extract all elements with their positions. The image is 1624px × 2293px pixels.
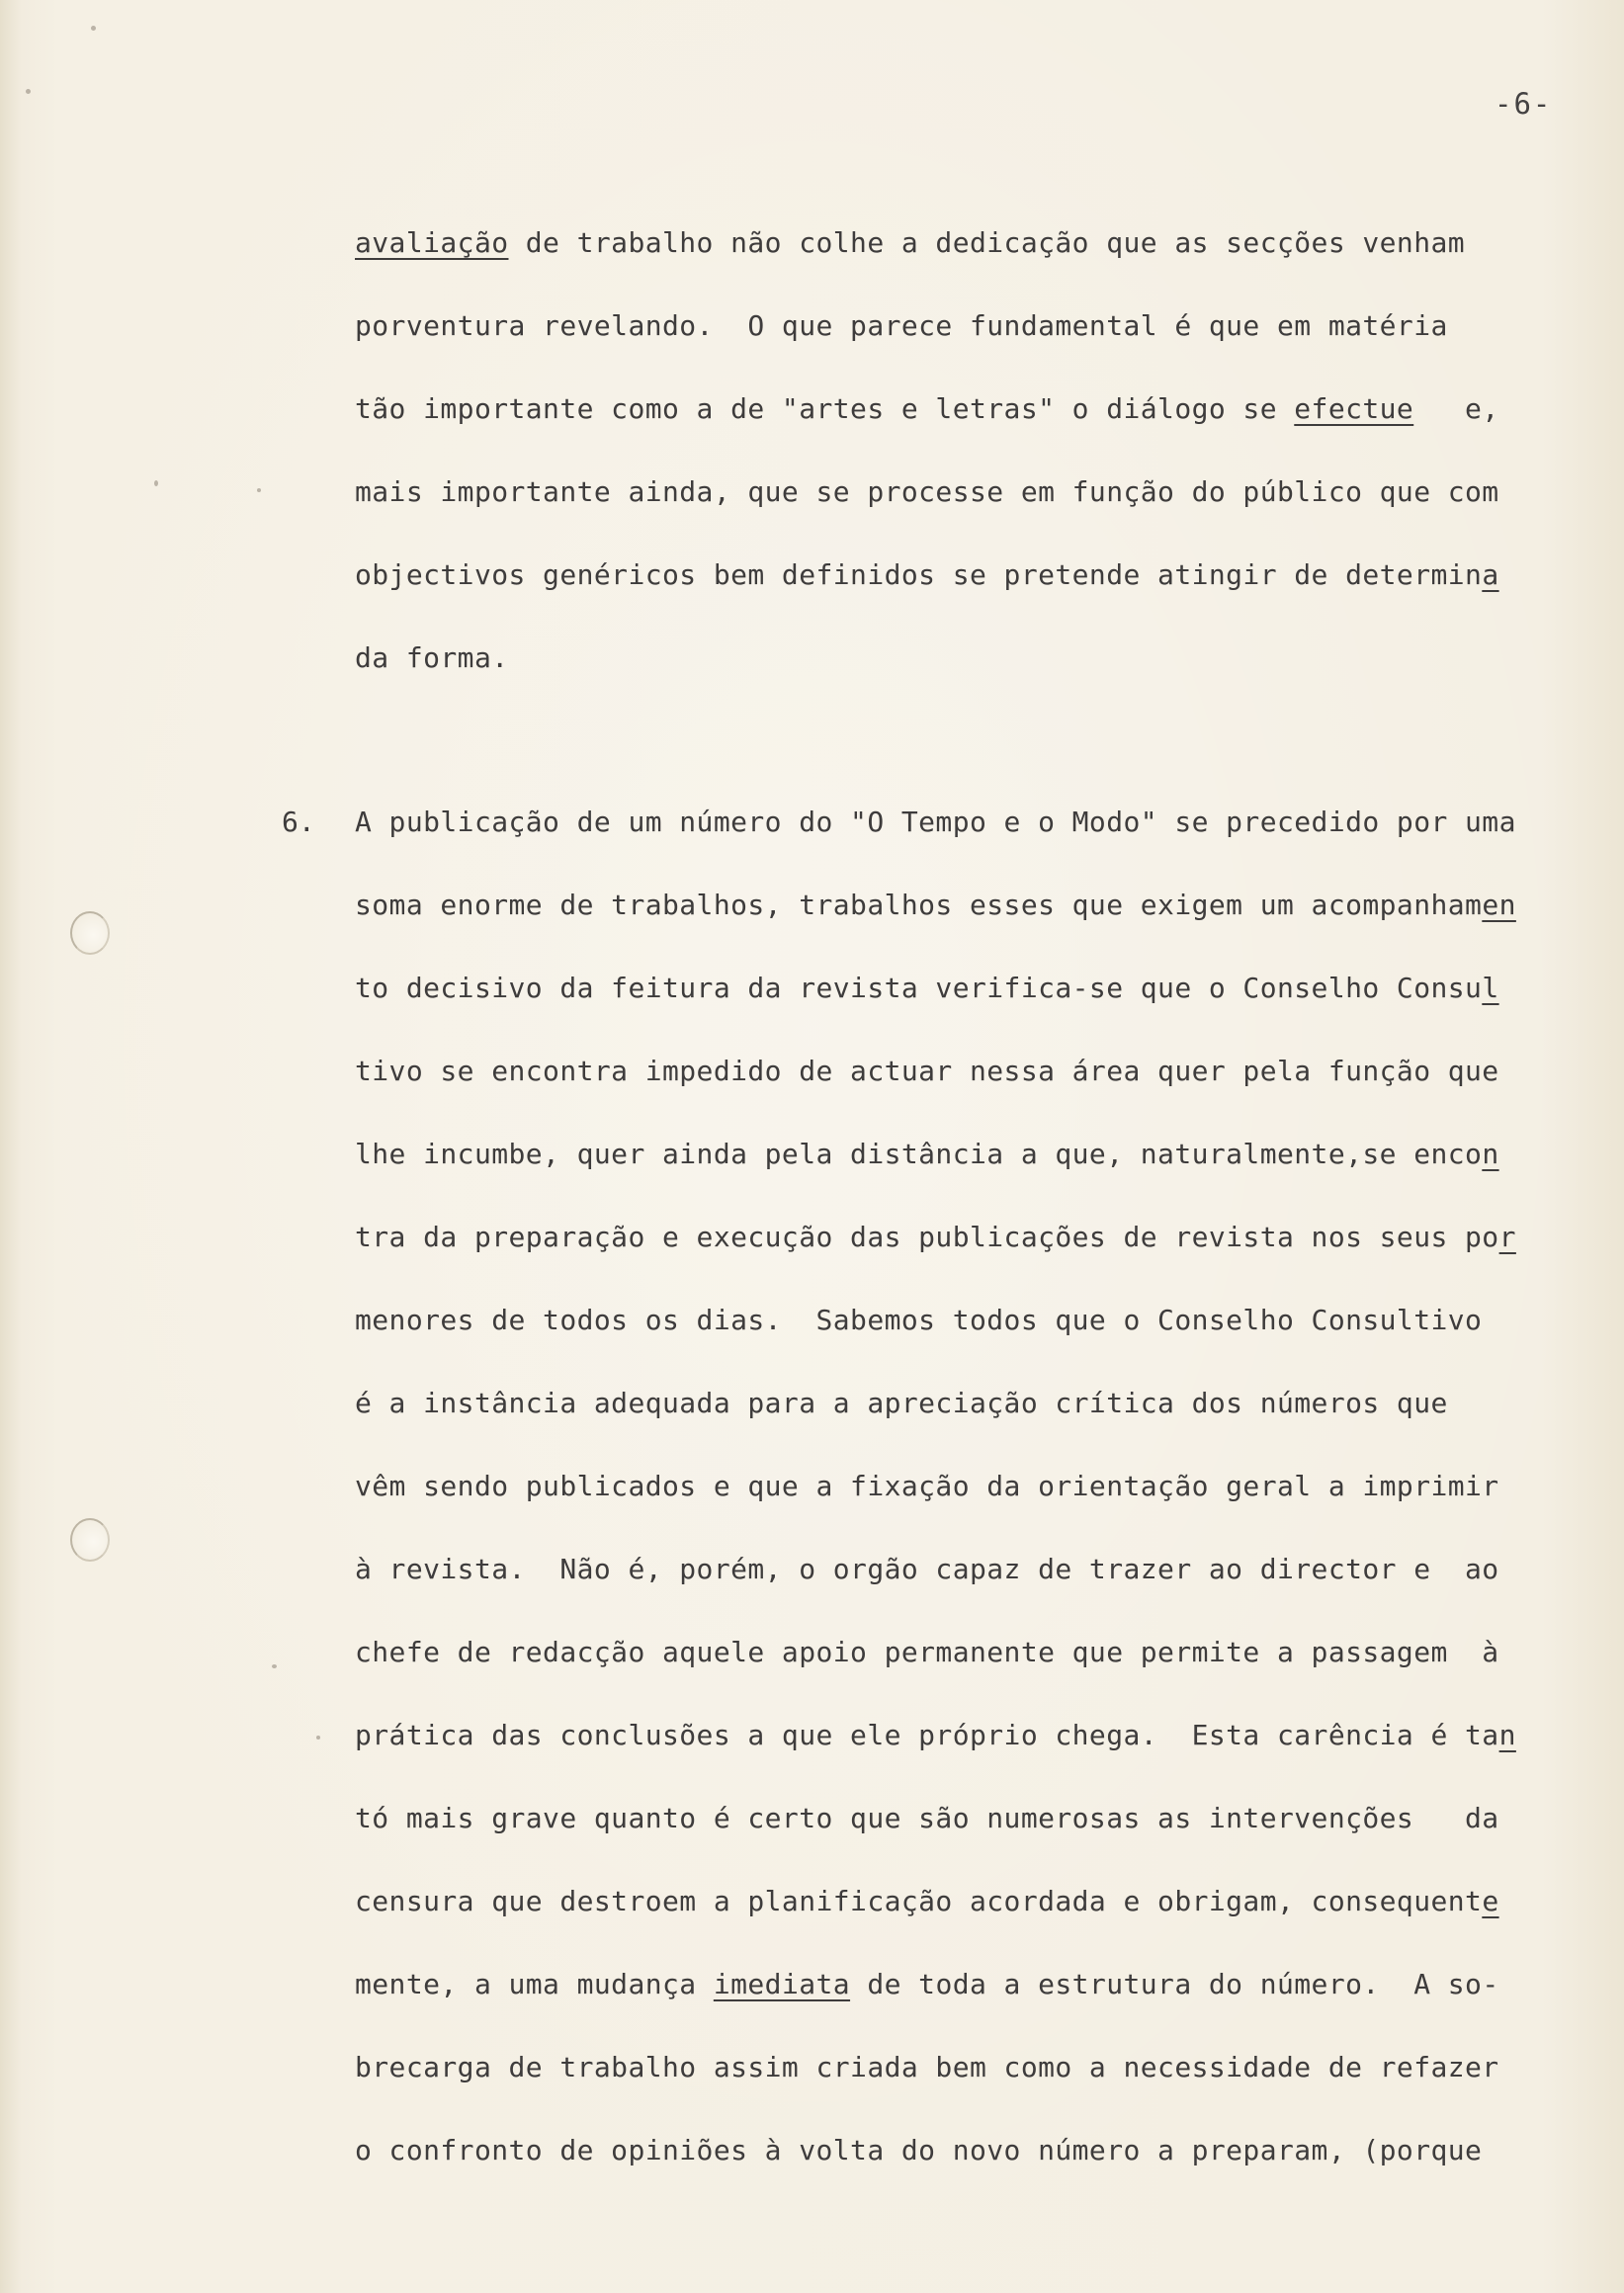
line-text: porventura revelando. O que parece fundamental é que em matéria: [355, 309, 1448, 342]
text-line: [355, 1055, 1499, 1088]
line-text: A publicação de um número do "O Tempo e o Modo" se precedido por uma: [355, 806, 1516, 838]
text-line: [355, 1221, 1516, 1254]
underlined-text: l: [1482, 972, 1499, 1004]
paragraph-number: 6.: [282, 806, 315, 838]
line-text: prática das conclusões a que ele próprio chega. Esta carência é ta: [355, 1719, 1499, 1751]
text-line: [355, 641, 509, 675]
line-text: chefe de redacção aquele apoio permanente que permite a passagem à: [355, 1636, 1499, 1668]
paper-speck: [257, 488, 261, 492]
text-line: [355, 972, 1499, 1005]
underlined-text: en: [1482, 889, 1516, 921]
punch-hole-lower: [70, 1518, 110, 1562]
text-line: [355, 1553, 1499, 1586]
underlined-text: n: [1482, 1138, 1499, 1170]
underlined-text: n: [1498, 1719, 1516, 1751]
paper-speck: [272, 1664, 277, 1668]
line-text: lhe incumbe, quer ainda pela distância a que, naturalmente,se enco: [355, 1138, 1483, 1170]
line-text: da forma.: [355, 641, 509, 674]
paper-speck: [26, 89, 31, 94]
text-line: [355, 309, 1448, 343]
text-line: [355, 1885, 1499, 1918]
underlined-text: efectue: [1294, 392, 1414, 425]
underlined-text: avaliação: [355, 226, 509, 259]
line-text: tão importante como a de "artes e letras" o diálogo se: [355, 392, 1295, 425]
text-line: [355, 392, 1499, 426]
text-line: [355, 226, 1465, 260]
paper-speck: [154, 480, 158, 486]
line-text: de trabalho não colhe a dedicação que as secções venham: [508, 226, 1466, 259]
underlined-text: a: [1482, 558, 1499, 591]
text-line: [355, 889, 1516, 922]
line-text: o confronto de opiniões à volta do novo número a preparam, (porque: [355, 2134, 1483, 2166]
text-line: [355, 1304, 1482, 1337]
page-number: -6-: [1495, 87, 1553, 121]
text-line: [355, 806, 1516, 839]
line-text: tó mais grave quanto é certo que são numerosas as intervenções da: [355, 1802, 1499, 1834]
paper-speck: [91, 26, 96, 31]
text-line: [355, 1387, 1448, 1420]
line-text: mais importante ainda, que se processe em função do público que com: [355, 475, 1499, 508]
text-line: [355, 1719, 1516, 1752]
line-text: à revista. Não é, porém, o orgão capaz de trazer ao director e ao: [355, 1553, 1499, 1585]
line-text: brecarga de trabalho assim criada bem como a necessidade de refazer: [355, 2051, 1499, 2083]
underlined-text: e: [1482, 1885, 1499, 1917]
text-line: [355, 2051, 1499, 2084]
line-text: tivo se encontra impedido de actuar nessa área quer pela função que: [355, 1055, 1499, 1087]
paper-speck: [316, 1736, 320, 1740]
text-line: [355, 1968, 1499, 2001]
line-text: to decisivo da feitura da revista verifica-se que o Conselho Consu: [355, 972, 1483, 1004]
line-text: objectivos genéricos bem definidos se pretende atingir de determin: [355, 558, 1483, 591]
text-line: [355, 1138, 1499, 1171]
line-text: de toda a estrutura do número. A so-: [850, 1968, 1499, 2000]
underlined-text: r: [1498, 1221, 1516, 1253]
text-line: [355, 1802, 1499, 1835]
text-line: [355, 558, 1499, 592]
punch-hole-upper: [70, 911, 110, 955]
text-line: [355, 1636, 1499, 1669]
text-line: [355, 2134, 1482, 2167]
line-text: e,: [1413, 392, 1499, 425]
line-text: censura que destroem a planificação acordada e obrigam, consequent: [355, 1885, 1483, 1917]
line-text: soma enorme de trabalhos, trabalhos esses que exigem um acompanham: [355, 889, 1483, 921]
underlined-text: imediata: [713, 1968, 851, 2000]
line-text: tra da preparação e execução das publicações de revista nos seus po: [355, 1221, 1499, 1253]
text-line: [355, 1470, 1499, 1503]
line-text: vêm sendo publicados e que a fixação da orientação geral a imprimir: [355, 1470, 1499, 1502]
line-text: menores de todos os dias. Sabemos todos que o Conselho Consultivo: [355, 1304, 1483, 1336]
line-text: mente, a uma mudança: [355, 1968, 714, 2000]
text-line: [355, 475, 1499, 509]
line-text: é a instância adequada para a apreciação crítica dos números que: [355, 1387, 1448, 1419]
